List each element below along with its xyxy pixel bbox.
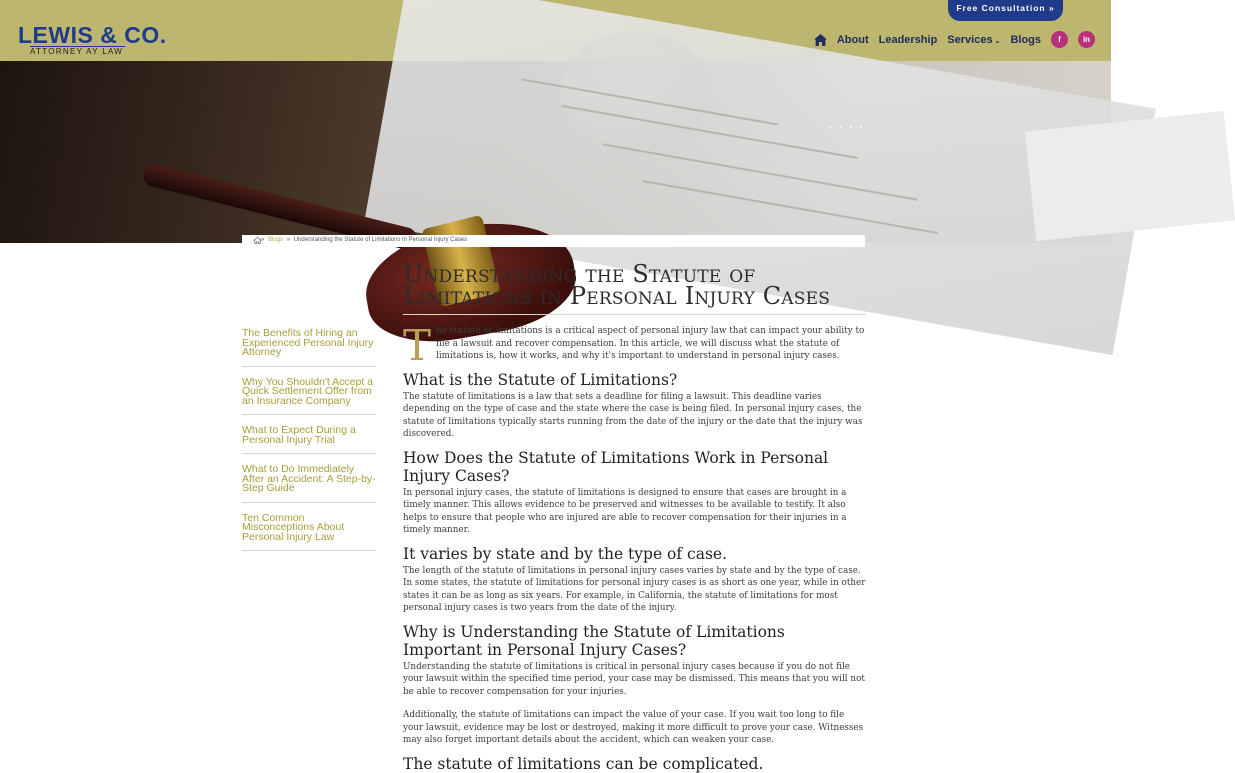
nav-services[interactable] xyxy=(947,34,1000,46)
logo-tagline: ATTORNEY AY LAW xyxy=(30,47,124,56)
logo-wordmark: LEWIS & CO. xyxy=(18,22,167,48)
sidebar-link[interactable]: Why You Shouldn't Accept a Quick Settlement Offer from an Insurance Company xyxy=(242,378,376,416)
sidebar-link[interactable]: The Benefits of Hiring an Experienced Personal Injury Attorney xyxy=(242,329,376,367)
sidebar-link[interactable]: What to Do Immediately After an Accident: A Step-by-Step Guide xyxy=(242,465,376,503)
page-title: Understanding the Statute of Limitations in Personal Injury Cases xyxy=(403,263,866,315)
breadcrumb-sep: » xyxy=(286,237,291,243)
section-text: Additionally, the statute of limitations can impact the value of your case. If you wait too long to file your lawsuit, evidence may be lost or destroyed, making it more difficult to prove your case. Witnesses may also forget important details about the accident, which can weaken your case. xyxy=(403,710,864,745)
free-consultation-button[interactable]: Free Consultation » xyxy=(948,0,1063,21)
chevron-down-icon: ⌄ xyxy=(994,37,1001,45)
section-heading: What is the Statute of Limitations? xyxy=(403,370,678,389)
section-heading: Why is Understanding the Statute of Limitations Important in Personal Injury Cases? xyxy=(403,622,785,659)
section-heading: It varies by state and by the type of case. xyxy=(403,544,728,563)
sidebar-link[interactable]: Ten Common Misconceptions About Personal Injury Law xyxy=(242,514,376,552)
intro-text: he statute of limitations is a critical aspect of personal injury law that can impact your ability to file a lawsuit and recover compensation. In this article, we will discuss what the statute of limitations is, how it works, and why it's important to understand in personal injury cases. xyxy=(436,326,865,361)
home-icon[interactable] xyxy=(814,34,827,46)
nav-leadership[interactable]: Leadership xyxy=(878,33,938,46)
breadcrumb xyxy=(242,235,865,247)
article xyxy=(403,260,866,773)
article-intro xyxy=(403,321,866,370)
nav-about[interactable]: About xyxy=(836,33,869,46)
section-heading: The statute of limitations can be complicated. xyxy=(403,754,764,773)
main-nav xyxy=(814,31,1095,48)
breadcrumb-home-icon[interactable] xyxy=(254,237,261,244)
hero-image-gavel xyxy=(0,61,1111,243)
facebook-icon[interactable]: f xyxy=(1051,31,1068,48)
sidebar-link[interactable]: What to Expect During a Personal Injury Trial xyxy=(242,426,376,454)
breadcrumb-blogs-link[interactable]: Blogs xyxy=(268,237,284,243)
hero-paper-edge xyxy=(1025,111,1235,241)
section-text: The statute of limitations is a law that sets a deadline for filing a lawsuit. This deadline varies depending on the type of case and the state where the case is being filed. In personal injury cases, the statute of limitations typically starts running from the date of the injury or the date that the injury was discovered. xyxy=(403,391,863,439)
section-text: The length of the statute of limitations in personal injury cases varies by state and by the type of case. In some states, the statute of limitations for personal injury cases is as short as one year, while in other states it can be as long as six years. For example, in California, the statute of limitations for most personal injury cases is two years from the date of the injury. xyxy=(403,565,866,613)
section-heading: How Does the Statute of Limitations Work in Personal Injury Cases? xyxy=(403,448,829,485)
section-text: Understanding the statute of limitations is critical in personal injury cases because if you do not file your lawsuit within the specified time period, your case may be dismissed. This means that you will not be able to recover compensation for your injuries. xyxy=(403,661,865,697)
breadcrumb-sep: » xyxy=(261,237,265,243)
hero-dots: • • • • xyxy=(828,124,866,132)
section-text: In personal injury cases, the statute of limitations is designed to ensure that cases are brought in a timely manner. This allows evidence to be preserved and witnesses to be available to testify. It also helps to ensure that people who are injured are able to recover compensation for their injuries in a timely manner. xyxy=(403,487,847,535)
linkedin-icon[interactable]: in xyxy=(1078,31,1095,48)
related-posts-sidebar xyxy=(242,329,376,562)
nav-blogs[interactable]: Blogs xyxy=(1010,33,1041,46)
drop-cap: T xyxy=(403,321,432,370)
nav-services-label: Services xyxy=(947,33,993,46)
breadcrumb-current: Understanding the Statute of Limitations in Personal Injury Cases xyxy=(293,237,468,243)
logo[interactable] xyxy=(18,24,167,56)
